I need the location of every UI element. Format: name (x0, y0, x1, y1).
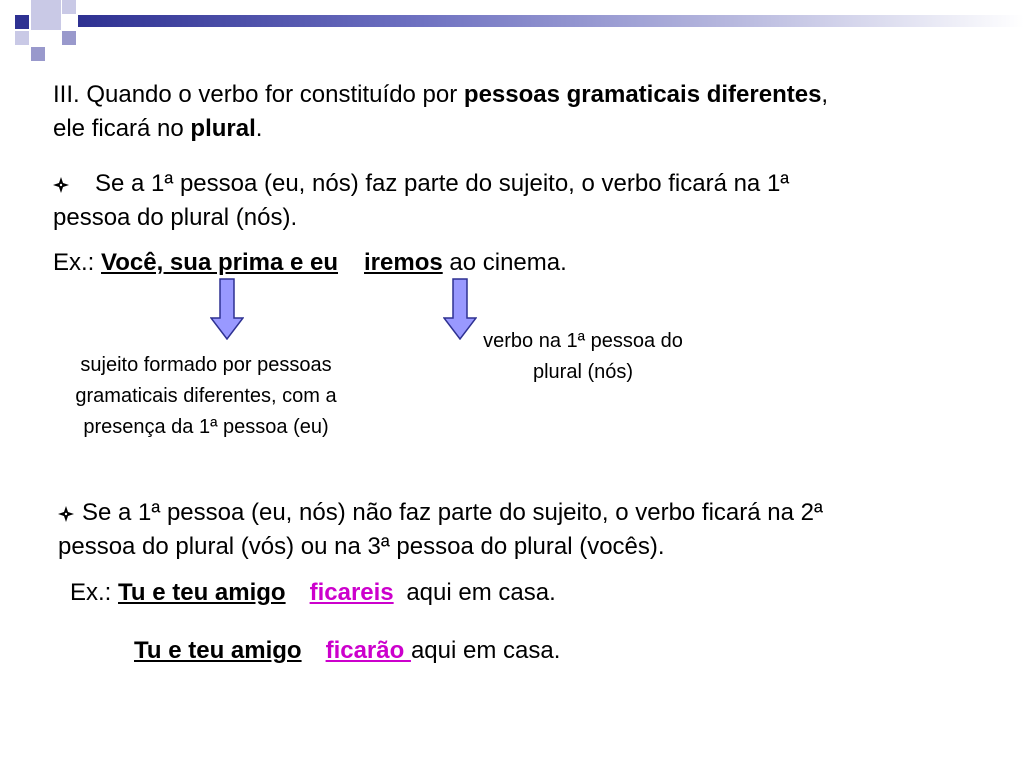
bullet-2-text-2: pessoa do plural (vós) ou na 3ª pessoa do plural (vocês). (58, 533, 665, 560)
rule-heading-line2 (53, 112, 262, 146)
rule-punct: , (821, 81, 829, 108)
example-1-subject: Você, sua prima e eu (101, 249, 339, 276)
example-3-rest: aqui em casa. (410, 637, 561, 664)
rule-bold-text: pessoas gramaticais diferentes (463, 81, 822, 108)
down-arrow-icon (210, 278, 244, 340)
example-3-verb: ficarão (325, 637, 411, 664)
bullet-1-text-2: pessoa do plural (nós). (53, 204, 298, 231)
corner-square-light-2 (62, 0, 76, 14)
rule-text-2: ele ficará no (53, 115, 191, 142)
example-1-verb: iremos (364, 249, 443, 276)
corner-square-light (31, 0, 61, 30)
example-2-verb: ficareis (309, 579, 394, 606)
corner-square-mid-2 (62, 31, 76, 45)
example-1 (53, 246, 567, 280)
corner-square-dark (15, 15, 29, 29)
rule-punct-2: . (255, 115, 263, 142)
diamond-bullet-icon (53, 177, 67, 191)
diamond-bullet-icon-2 (58, 506, 72, 520)
note-verb: verbo na 1ª pessoa do plural (nós) (483, 330, 683, 383)
rule-text: III. Quando o verbo for constituído por (53, 81, 464, 108)
rule-heading-line1 (53, 78, 828, 112)
corner-square-light-3 (15, 31, 29, 45)
note-subject: sujeito formado por pessoas gramaticais diferentes, com a presença da 1ª pessoa (eu) (75, 354, 337, 438)
example-1-prefix: Ex.: (53, 249, 102, 276)
header-gradient-bar (78, 15, 1024, 27)
rule-bold-plural: plural (190, 115, 256, 142)
bullet-2-line2 (58, 530, 665, 564)
example-2-prefix: Ex.: (70, 579, 119, 606)
bullet-1-line1 (53, 167, 789, 201)
bullet-2-line1 (58, 496, 823, 530)
bullet-1-line2 (53, 201, 297, 235)
example-3-subject: Tu e teu amigo (134, 637, 302, 664)
bullet-2-text: Se a 1ª pessoa (eu, nós) não faz parte do sujeito, o verbo ficará na 2ª (82, 499, 823, 526)
example-2-rest: aqui em casa. (399, 579, 556, 606)
example-1-rest: ao cinema. (442, 249, 567, 276)
bullet-1-text: Se a 1ª pessoa (eu, nós) faz parte do sujeito, o verbo ficará na 1ª (95, 170, 790, 197)
example-3 (134, 634, 560, 668)
example-2 (70, 576, 556, 610)
corner-square-mid (31, 47, 45, 61)
example-2-subject: Tu e teu amigo (118, 579, 286, 606)
